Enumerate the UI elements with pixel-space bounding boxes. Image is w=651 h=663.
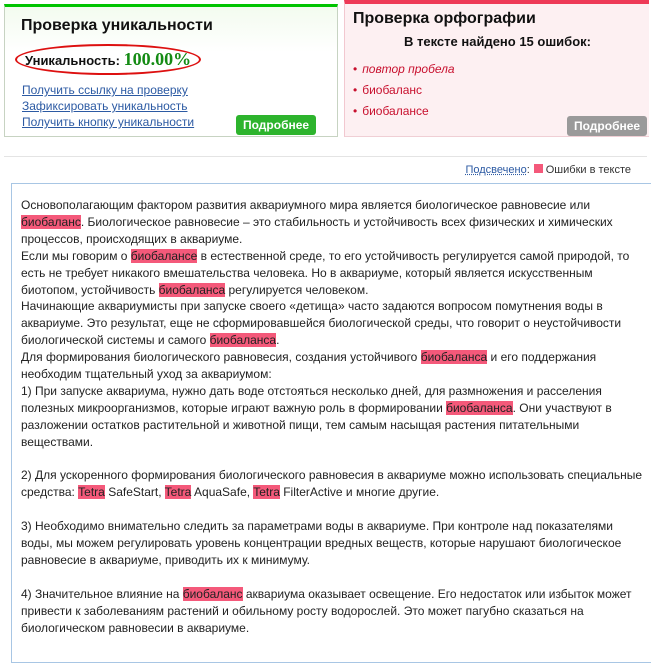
bullet-icon: •: [353, 62, 358, 76]
error-highlight[interactable]: биобаланса: [420, 350, 488, 365]
uniqueness-score: [15, 44, 201, 75]
spelling-error-item[interactable]: • биобаланс: [353, 83, 423, 97]
legend-label: Ошибки в тексте: [545, 164, 631, 176]
spelling-more-button[interactable]: Подробнее: [567, 116, 647, 136]
uniqueness-panel: [4, 4, 338, 137]
highlight-link[interactable]: Подсвечено: [465, 164, 527, 176]
fix-uniqueness-link[interactable]: Зафиксировать уникальность: [22, 99, 188, 113]
uniqueness-more-button[interactable]: Подробнее: [236, 115, 316, 135]
uniqueness-links: [22, 82, 194, 130]
error-highlight[interactable]: биобаланс: [21, 214, 81, 229]
text-paragraph: 4) Значительное влияние на биобаланс аквариума оказывает освещение. Его недостаток или избыток может привести к заболеваниям растений и обильному росту водорослей. Это может пагубно сказаться на биологическом равновесии в аквариуме.: [21, 586, 632, 635]
spelling-error-list: [353, 59, 455, 122]
error-highlight[interactable]: биобаланса: [158, 282, 226, 297]
text-paragraph: Основополагающим фактором развития аквариумного мира являeтся биологическое равновесие или биобаланс. Биологическое равновесие – это стабильность и устойчивость всех физических и химических процессов, происходящих в аквариуме.: [21, 198, 613, 246]
text-paragraph: 2) Для ускоренного формирования биологического равновесия в аквариуме можно использовать специальные средства: Tetra SafeStart, Tetra AquaSafe, Tetra FilterActive и многие другие.: [21, 468, 643, 500]
error-highlight[interactable]: биобаланса: [446, 400, 513, 415]
spelling-title: Проверка орфографии: [353, 10, 536, 27]
spelling-error-item[interactable]: • повтор пробела: [353, 62, 455, 76]
error-color-swatch-icon: [534, 164, 543, 173]
error-highlight[interactable]: биобалансе: [130, 248, 198, 263]
text-paragraph: 1) При запуске аквариума, нужно дать воде отстояться несколько дней, для размножения и расселения полезных микроорганизмов, которые играют важную роль в формировании биобаланса. Они участвуют в разложении остатков растительной и животной пищи, тем самым насыщая растения питательными веществами.: [21, 383, 612, 449]
error-highlight[interactable]: биобаланс: [182, 586, 243, 601]
text-paragraph: Для формирования биологического равновесия, создания устойчивого биобаланса и его поддержания необходим тщательный уход за аквариумом:: [21, 350, 597, 382]
error-highlight[interactable]: Tetra: [78, 485, 105, 500]
spelling-summary: В тексте найдено 15 ошибок:: [404, 34, 591, 49]
error-highlight[interactable]: биобаланса: [209, 333, 277, 348]
get-check-link[interactable]: Получить ссылку на проверку: [22, 83, 188, 97]
spelling-error-item[interactable]: • биобалансе: [353, 104, 429, 118]
uniqueness-label: Уникальность:: [25, 53, 120, 68]
checked-text-area[interactable]: [11, 183, 651, 663]
text-paragraph: Начинающие аквариумисты при запуске своего «детища» часто задаются вопросом помутнения воды в аквариуме. Это результат, еще не сформировавшейся биологической среды, что говорит о неустойчивости биологической системы и самого биобаланса.: [21, 299, 622, 348]
spelling-panel: [344, 0, 649, 137]
text-paragraph: 3) Необходимо внимательно следить за параметрами воды в аквариуме. При контроле над показателями воды, мы можем регулировать уровень концентрации вредных веществ, которые нарушают биологическое равновесие в аквариуме, приводить их к минимуму.: [21, 519, 622, 567]
divider: [4, 156, 647, 157]
get-uniqueness-button-link[interactable]: Получить кнопку уникальности: [22, 115, 195, 129]
error-highlight[interactable]: Tetra: [164, 485, 192, 500]
uniqueness-title: Проверка уникальности: [21, 17, 213, 34]
bullet-icon: •: [353, 104, 358, 118]
uniqueness-value: 100.00%: [123, 49, 192, 69]
bullet-icon: •: [353, 83, 358, 97]
highlight-legend: Подсвечено: Ошибки в тексте: [465, 164, 631, 176]
error-highlight[interactable]: Tetra: [253, 485, 280, 500]
text-paragraph: Если мы говорим о биобалансе в естественной среде, то его устойчивость регулируется самой природой, то есть не требует никакого вмешательства человека. Но в аквариуме, который является искусственным биотопом, устойчивость биобаланса регулируется человеком.: [21, 248, 630, 297]
